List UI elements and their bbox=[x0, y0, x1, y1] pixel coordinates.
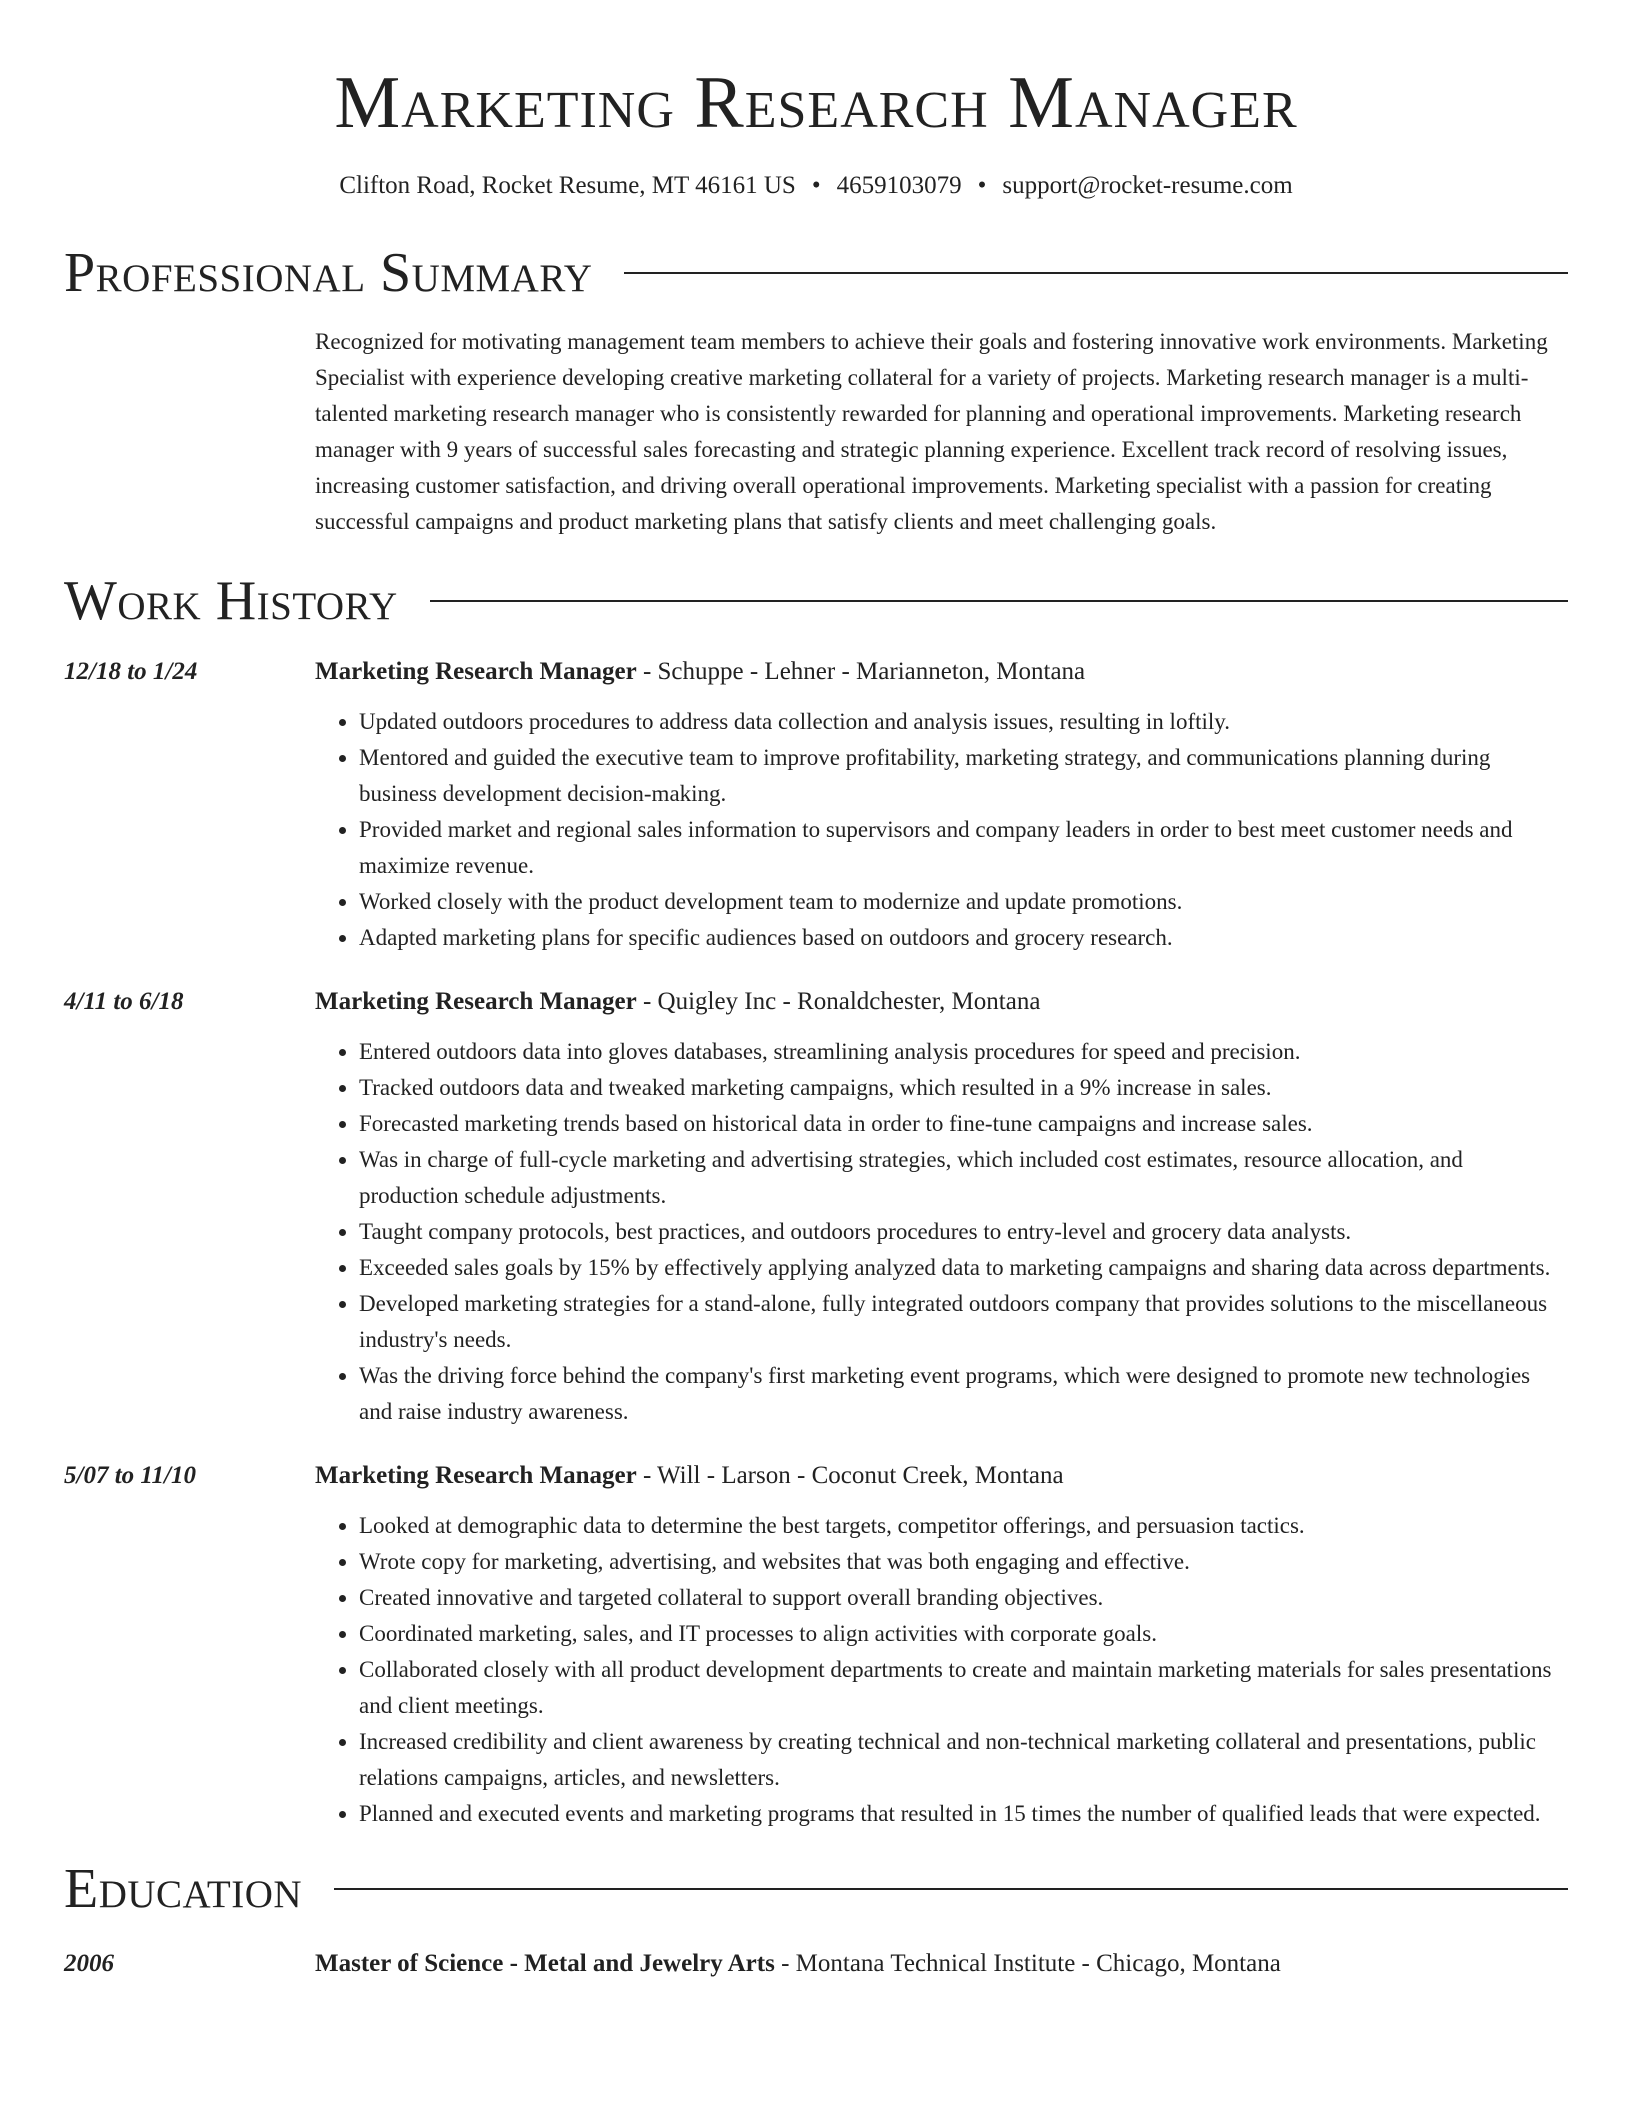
job-body bbox=[315, 984, 1568, 1430]
list-item: • Collaborated closely with all product development departments to create and maintain marketing materials for sales presentations and client meetings. bbox=[359, 1652, 1568, 1724]
list-item: • Wrote copy for marketing, advertising, and websites that was both engaging and effective. bbox=[359, 1544, 1568, 1580]
job-body bbox=[315, 1458, 1568, 1832]
list-item: • Taught company protocols, best practices, and outdoors procedures to entry-level and grocery data analysts. bbox=[359, 1214, 1568, 1250]
job-body bbox=[315, 654, 1568, 956]
contact-line bbox=[64, 170, 1568, 202]
job-company: - Will - Larson - Coconut Creek, Montana bbox=[636, 1462, 1064, 1489]
list-item: • Was in charge of full-cycle marketing and advertising strategies, which included cost estimates, resource allocation, and production schedule adjustments. bbox=[359, 1142, 1568, 1214]
list-item: • Was the driving force behind the company's first marketing event programs, which were designed to promote new technologies and raise industry awareness. bbox=[359, 1358, 1568, 1430]
list-item: • Created innovative and targeted collateral to support overall branding objectives. bbox=[359, 1580, 1568, 1616]
section-rule bbox=[624, 272, 1568, 274]
job-title: Marketing Research Manager bbox=[315, 988, 637, 1015]
list-item: • Increased credibility and client awareness by creating technical and non-technical marketing collateral and presentations, public relations campaigns, articles, and newsletters. bbox=[359, 1724, 1568, 1796]
job-dates: 4/11 to 6/18 bbox=[64, 988, 184, 1015]
job-title: Marketing Research Manager bbox=[315, 658, 637, 685]
summary-text: Recognized for motivating management team members to achieve their goals and fostering innovative work environments. Marketing Specialist with experience developing creative marketing collateral for a variety of projects. Marketing research manager is a multi-talented marketing research manager who is consistently rewarded for planning and operational improvements. Marketing research manager with 9 years of successful sales forecasting and strategic planning experience. Excellent track record of resolving issues, increasing customer satisfaction, and driving overall operational improvements. Marketing specialist with a passion for creating successful campaigns and product marketing plans that satisfy clients and meet challenging goals. bbox=[315, 329, 1548, 534]
contact-address: Clifton Road, Rocket Resume, MT 46161 US bbox=[339, 172, 796, 199]
education-entry bbox=[64, 1946, 1568, 1982]
resume-name: Marketing Research Manager bbox=[334, 62, 1298, 144]
contact-email[interactable]: support@rocket-resume.com bbox=[1002, 172, 1293, 199]
contact-separator: • bbox=[977, 172, 987, 199]
contact-separator: • bbox=[811, 172, 821, 199]
job-bullets bbox=[315, 1034, 1568, 1430]
list-item: • Provided market and regional sales information to supervisors and company leaders in order to best meet customer needs and maximize revenue. bbox=[359, 812, 1568, 884]
list-item: • Looked at demographic data to determine the best targets, competitor offerings, and persuasion tactics. bbox=[359, 1508, 1568, 1544]
job-entry bbox=[64, 654, 1568, 956]
job-title-line bbox=[315, 984, 1568, 1020]
list-item: • Mentored and guided the executive team to improve profitability, marketing strategy, and communications planning during business development decision-making. bbox=[359, 740, 1568, 812]
job-company: - Quigley Inc - Ronaldchester, Montana bbox=[636, 988, 1041, 1015]
job-entry bbox=[64, 984, 1568, 1430]
list-item: • Entered outdoors data into gloves databases, streamlining analysis procedures for speed and precision. bbox=[359, 1034, 1568, 1070]
education-section-header bbox=[64, 1854, 1568, 1924]
job-bullets bbox=[315, 1508, 1568, 1832]
contact-phone: 4659103079 bbox=[836, 172, 962, 199]
section-rule bbox=[334, 1888, 1568, 1890]
section-rule bbox=[430, 600, 1568, 602]
education-body bbox=[315, 1946, 1281, 1982]
work-history-section-header bbox=[64, 566, 1568, 636]
job-entry bbox=[64, 1458, 1568, 1832]
job-bullets bbox=[315, 704, 1568, 956]
job-title-line bbox=[315, 1458, 1568, 1494]
list-item: • Updated outdoors procedures to address data collection and analysis issues, resulting in loftily. bbox=[359, 704, 1568, 740]
summary-heading: Professional Summary bbox=[64, 242, 593, 304]
summary-section-header bbox=[64, 238, 1568, 308]
job-dates: 12/18 to 1/24 bbox=[64, 658, 198, 685]
list-item: • Adapted marketing plans for specific audiences based on outdoors and grocery research. bbox=[359, 920, 1568, 956]
job-dates: 5/07 to 11/10 bbox=[64, 1462, 196, 1489]
education-school: - Montana Technical Institute - Chicago, Montana bbox=[774, 1950, 1281, 1977]
list-item: • Exceeded sales goals by 15% by effectively applying analyzed data to marketing campaigns and sharing data across departments. bbox=[359, 1250, 1568, 1286]
list-item: • Forecasted marketing trends based on historical data in order to fine-tune campaigns and increase sales. bbox=[359, 1106, 1568, 1142]
job-company: - Schuppe - Lehner - Marianneton, Montana bbox=[636, 658, 1086, 685]
education-date: 2006 bbox=[64, 1950, 114, 1977]
list-item: • Developed marketing strategies for a stand-alone, fully integrated outdoors company that provides solutions to the miscellaneous industry's needs. bbox=[359, 1286, 1568, 1358]
list-item: • Worked closely with the product development team to modernize and update promotions. bbox=[359, 884, 1568, 920]
education-heading: Education bbox=[64, 1858, 303, 1920]
job-title-line bbox=[315, 654, 1568, 690]
list-item: • Tracked outdoors data and tweaked marketing campaigns, which resulted in a 9% increase in sales. bbox=[359, 1070, 1568, 1106]
list-item: • Planned and executed events and marketing programs that resulted in 15 times the number of qualified leads that were expected. bbox=[359, 1796, 1568, 1832]
work-history-heading: Work History bbox=[64, 570, 398, 632]
resume-page bbox=[64, 0, 1568, 1982]
job-title: Marketing Research Manager bbox=[315, 1462, 637, 1489]
list-item: • Coordinated marketing, sales, and IT processes to align activities with corporate goals. bbox=[359, 1616, 1568, 1652]
education-degree: Master of Science - Metal and Jewelry Arts bbox=[315, 1950, 775, 1977]
